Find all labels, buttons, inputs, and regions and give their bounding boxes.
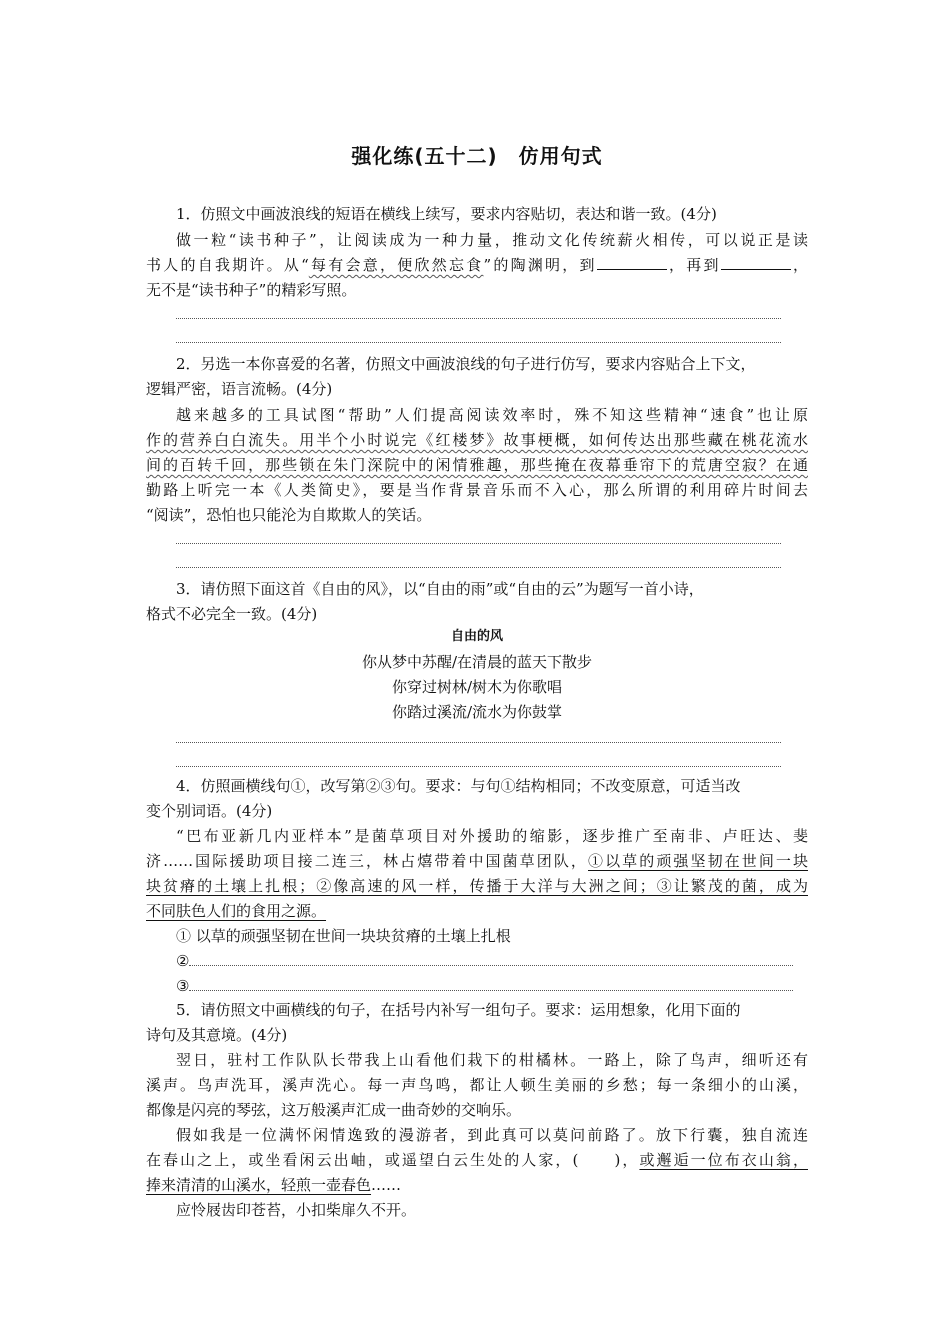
q4-underlined-sentence: 块贫瘠的土壤上扎根；②像高速的风一样，传播于大洋与大洲之间；③让繁茂的菌，成为	[146, 877, 808, 895]
q3-prompt: 格式不必完全一致。(4分)	[146, 605, 318, 623]
q1-text-line: 无不是“读书种子”的精彩写照。	[146, 281, 357, 299]
q2-answer-line[interactable]	[176, 567, 781, 568]
page-title: 强化练(五十二) 仿用句式	[351, 144, 603, 168]
q1-text-line: 做一粒“读书种子”，让阅读成为一种力量，推动文化传统薪火相传，可以说正是读	[176, 231, 808, 249]
q4-answer-label: ②	[176, 952, 190, 970]
q4-answer-line[interactable]	[189, 955, 793, 966]
q1-prompt: 1．仿照文中画波浪线的短语在横线上续写，要求内容贴切，表达和谐一致。(4分)	[176, 205, 717, 223]
poem-line: 你踏过溪流/流水为你鼓掌	[391, 703, 563, 721]
q5-text-line: 都像是闪亮的琴弦，这万般溪声汇成一曲奇妙的交响乐。	[146, 1101, 522, 1119]
q5-text-line: 假如我是一位满怀闲情逸致的漫游者，到此真可以莫问前路了。放下行囊，独自流连	[176, 1126, 808, 1144]
q4-answer-label: ③	[176, 977, 190, 995]
q4-text-line	[146, 849, 808, 873]
q5-text-line	[146, 1173, 401, 1197]
q5-underlined-sentence: 捧来清清的山溪水，轻煎一壶春色	[146, 1176, 372, 1194]
q4-prompt: 变个别词语。(4分)	[146, 802, 273, 820]
q5-poem-line: 应怜屐齿印苍苔，小扣柴扉久不开。	[176, 1201, 417, 1219]
poem-line: 你穿过树林/树木为你歌唱	[391, 678, 563, 696]
q4-prompt: 4．仿照画横线句①，改写第②③句。要求：与句①结构相同；不改变原意，可适当改	[176, 777, 741, 795]
poem-line: 你从梦中苏醒/在清晨的蓝天下散步	[361, 653, 593, 671]
q4-answer-example: ① 以草的顽强坚韧在世间一块块贫瘠的土壤上扎根	[176, 927, 511, 945]
q5-text-line: 溪声。鸟声洗耳，溪声洗心。每一声鸟鸣，都让人顿生美丽的乡愁；每一条细小的山溪，	[146, 1076, 808, 1094]
q3-answer-line[interactable]	[176, 742, 781, 743]
q5-prompt: 诗句及其意境。(4分)	[146, 1026, 288, 1044]
q1-wavy-phrase: 每有会意，便欣然忘食	[308, 256, 484, 274]
q2-answer-line[interactable]	[176, 543, 781, 544]
q1-answer-line[interactable]	[176, 342, 781, 343]
q2-text-line: 勤路上听完一本《人类简史》，要是当作背景音乐而不入心，那么所谓的利用碎片时间去	[146, 481, 808, 499]
q2-text-line	[146, 428, 808, 452]
q2-wavy-sentence: 作的营养白白流失。用半个小时说完《红楼梦》故事梗概，如何传达出那些藏在桃花流水	[146, 431, 808, 449]
q2-prompt: 2．另选一本你喜爱的名著，仿照文中画波浪线的句子进行仿写，要求内容贴合上下文，	[176, 355, 756, 373]
q1-text-segment: ，	[790, 256, 808, 274]
q4-answer-line[interactable]	[189, 980, 793, 991]
q4-text-line	[146, 874, 808, 898]
q4-text-line	[146, 899, 326, 923]
q5-underlined-sentence: 或邂逅一位布衣山翁，	[639, 1151, 808, 1169]
q1-text-segment: 书人的自我期许。从“	[146, 256, 309, 274]
q1-blank-2[interactable]	[721, 253, 791, 270]
q2-wavy-sentence: 间的百转千回，那些锁在朱门深院中的闲情雅趣，那些掩在夜幕垂帘下的荒唐空寂？在通	[146, 456, 808, 474]
q2-text-line: 越来越多的工具试图“帮助”人们提高阅读效率时，殊不知这些精神“速食”也让原	[176, 406, 808, 424]
q5-text-segment: 在春山之上，或坐看闲云出岫，或遥望白云生处的人家，( )，	[146, 1151, 640, 1169]
q5-text-line	[146, 1148, 808, 1172]
q5-prompt: 5．请仿照文中画横线的句子，在括号内补写一组句子。要求：运用想象，化用下面的	[176, 1001, 741, 1019]
q1-text-segment: ”的陶渊明，到	[483, 256, 597, 274]
q4-underlined-sentence: 不同肤色人们的食用之源。	[146, 902, 327, 920]
q4-text-line: “巴布亚新几内亚样本”是菌草项目对外援助的缩影，逐步推广至南非、卢旺达、斐	[176, 827, 808, 845]
q3-answer-line[interactable]	[176, 766, 781, 767]
q3-prompt: 3．请仿照下面这首《自由的风》，以“自由的雨”或“自由的云”为题写一首小诗，	[176, 580, 704, 598]
q4-underlined-sentence: ①以草的顽强坚韧在世间一块	[588, 852, 808, 870]
q1-text-segment: ，再到	[666, 256, 721, 274]
q1-text-line	[146, 253, 808, 277]
q5-text-segment: ……	[371, 1176, 402, 1194]
q5-text-line: 翌日，驻村工作队队长带我上山看他们栽下的柑橘林。一路上，除了鸟声，细听还有	[176, 1051, 808, 1069]
q4-answer-row-2[interactable]	[146, 949, 793, 973]
q1-answer-line[interactable]	[176, 318, 781, 319]
poem-title: 自由的风	[450, 629, 503, 644]
q4-answer-row-3[interactable]	[146, 974, 793, 998]
q2-prompt: 逻辑严密，语言流畅。(4分)	[146, 380, 333, 398]
q2-text-line: “阅读”，恐怕也只能沦为自欺欺人的笑话。	[146, 506, 432, 524]
q2-text-line	[146, 453, 808, 477]
q1-blank-1[interactable]	[597, 253, 667, 270]
q4-text-segment: 济……国际援助项目接二连三，林占熺带着中国菌草团队，	[146, 852, 589, 870]
